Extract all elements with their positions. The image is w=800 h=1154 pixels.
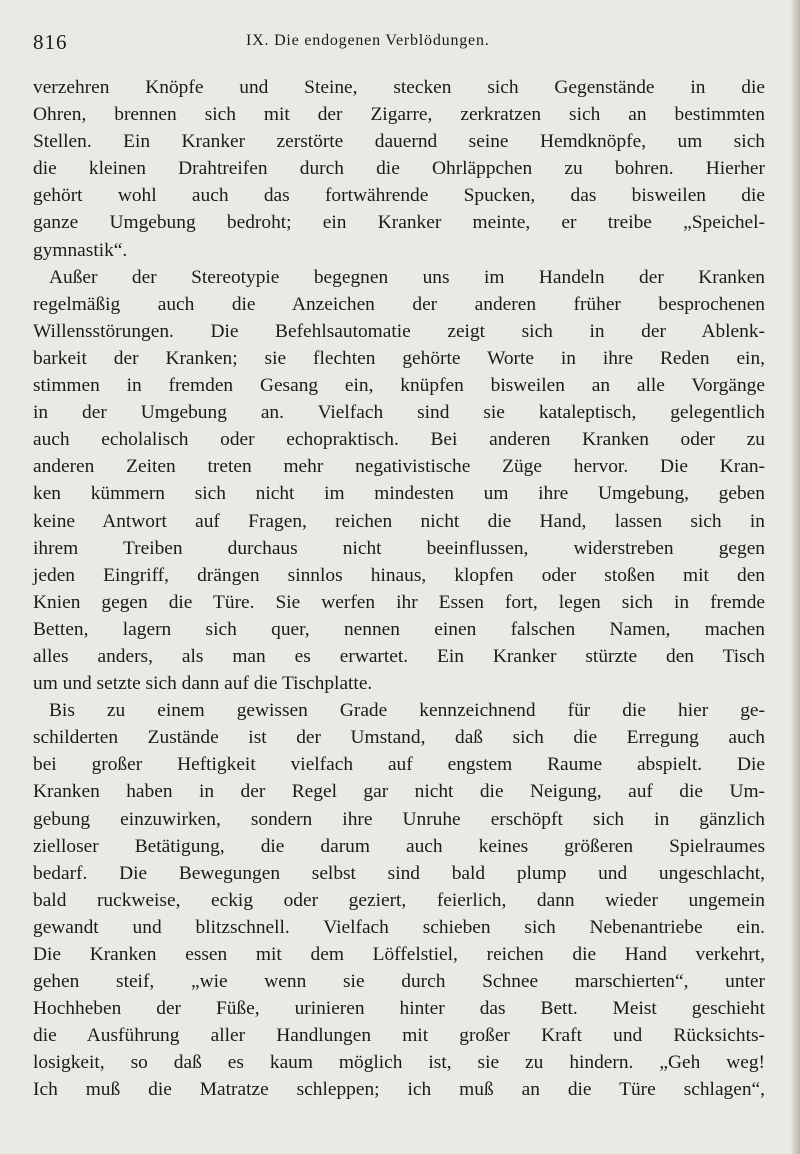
text-line: Ich muß die Matratze schleppen; ich muß an die Türe schlagen“, <box>33 1079 765 1101</box>
page-header <box>33 30 753 60</box>
text-line: regelmäßig auch die Anzeichen der anderen früher besprochenen <box>33 293 765 315</box>
text-line: die kleinen Drahtreifen durch die Ohrläppchen zu bohren. Hierher <box>33 158 765 180</box>
page-edge-shadow <box>790 0 800 1154</box>
text-line: gewandt und blitzschnell. Vielfach schieben sich Nebenantriebe ein. <box>33 916 765 938</box>
text-line: gymnastik“. <box>33 239 128 261</box>
text-line: gebung einzuwirken, sondern ihre Unruhe erschöpft sich in gänzlich <box>33 808 765 830</box>
body-text <box>33 74 765 1104</box>
text-line: ken kümmern sich nicht im mindesten um ihre Umgebung, geben <box>33 483 765 505</box>
text-line: gehört wohl auch das fortwährende Spucken, das bisweilen die <box>33 185 765 207</box>
text-line: Knien gegen die Türe. Sie werfen ihr Essen fort, legen sich in fremde <box>33 591 765 613</box>
text-line: ganze Umgebung bedroht; ein Kranker meinte, er treibe „Speichel- <box>33 212 765 234</box>
text-line: stimmen in fremden Gesang ein, knüpfen bisweilen an alle Vorgänge <box>33 375 765 397</box>
text-line: bedarf. Die Bewegungen selbst sind bald plump und ungeschlacht, <box>33 862 765 884</box>
text-line: jeden Eingriff, drängen sinnlos hinaus, klopfen oder stoßen mit den <box>33 564 765 586</box>
text-line: alles anders, als man es erwartet. Ein Kranker stürzte den Tisch <box>33 645 765 667</box>
text-line: ihrem Treiben durchaus nicht beeinflussen, widerstreben gegen <box>33 537 765 559</box>
text-line: in der Umgebung an. Vielfach sind sie kataleptisch, gelegentlich <box>33 402 765 424</box>
text-line: gehen steif, „wie wenn sie durch Schnee marschierten“, unter <box>33 971 765 993</box>
text-line: bald ruckweise, eckig oder geziert, feierlich, dann wieder ungemein <box>33 889 765 911</box>
text-line: keine Antwort auf Fragen, reichen nicht die Hand, lassen sich in <box>33 510 765 532</box>
text-line: Stellen. Ein Kranker zerstörte dauernd seine Hemdknöpfe, um sich <box>33 131 765 153</box>
text-line: Die Kranken essen mit dem Löffelstiel, reichen die Hand verkehrt, <box>33 944 765 965</box>
text-line: Willensstörungen. Die Befehlsautomatie zeigt sich in der Ablenk- <box>33 320 765 342</box>
text-line: zielloser Betätigung, die darum auch keines größeren Spielraumes <box>33 835 765 857</box>
text-line: Außer der Stereotypie begegnen uns im Handeln der Kranken <box>49 266 765 288</box>
text-line: die Ausführung aller Handlungen mit großer Kraft und Rücksichts- <box>33 1025 765 1047</box>
text-line: schilderten Zustände ist der Umstand, daß sich die Erregung auch <box>33 727 765 749</box>
text-line: anderen Zeiten treten mehr negativistische Züge hervor. Die Kran- <box>33 456 765 478</box>
text-line: bei großer Heftigkeit vielfach auf engstem Raume abspielt. Die <box>33 754 765 776</box>
text-line: Ohren, brennen sich mit der Zigarre, zerkratzen sich an bestimmten <box>33 104 765 126</box>
text-line: Bis zu einem gewissen Grade kennzeichnend für die hier ge- <box>49 700 765 722</box>
text-line: Hochheben der Füße, urinieren hinter das Bett. Meist geschieht <box>33 998 765 1020</box>
running-head: IX. Die endogenen Verblödungen. <box>246 32 490 49</box>
text-line: Betten, lagern sich quer, nennen einen falschen Namen, machen <box>33 618 765 640</box>
text-line: losigkeit, so daß es kaum möglich ist, sie zu hindern. „Geh weg! <box>33 1052 765 1074</box>
text-line: um und setzte sich dann auf die Tischplatte. <box>33 673 373 695</box>
page-number: 816 <box>33 30 68 54</box>
text-line: auch echolalisch oder echopraktisch. Bei anderen Kranken oder zu <box>33 429 765 451</box>
text-line: verzehren Knöpfe und Steine, stecken sich Gegenstände in die <box>33 77 765 98</box>
text-line: barkeit der Kranken; sie flechten gehörte Worte in ihre Reden ein, <box>33 347 765 369</box>
text-line: Kranken haben in der Regel gar nicht die Neigung, auf die Um- <box>33 781 765 803</box>
